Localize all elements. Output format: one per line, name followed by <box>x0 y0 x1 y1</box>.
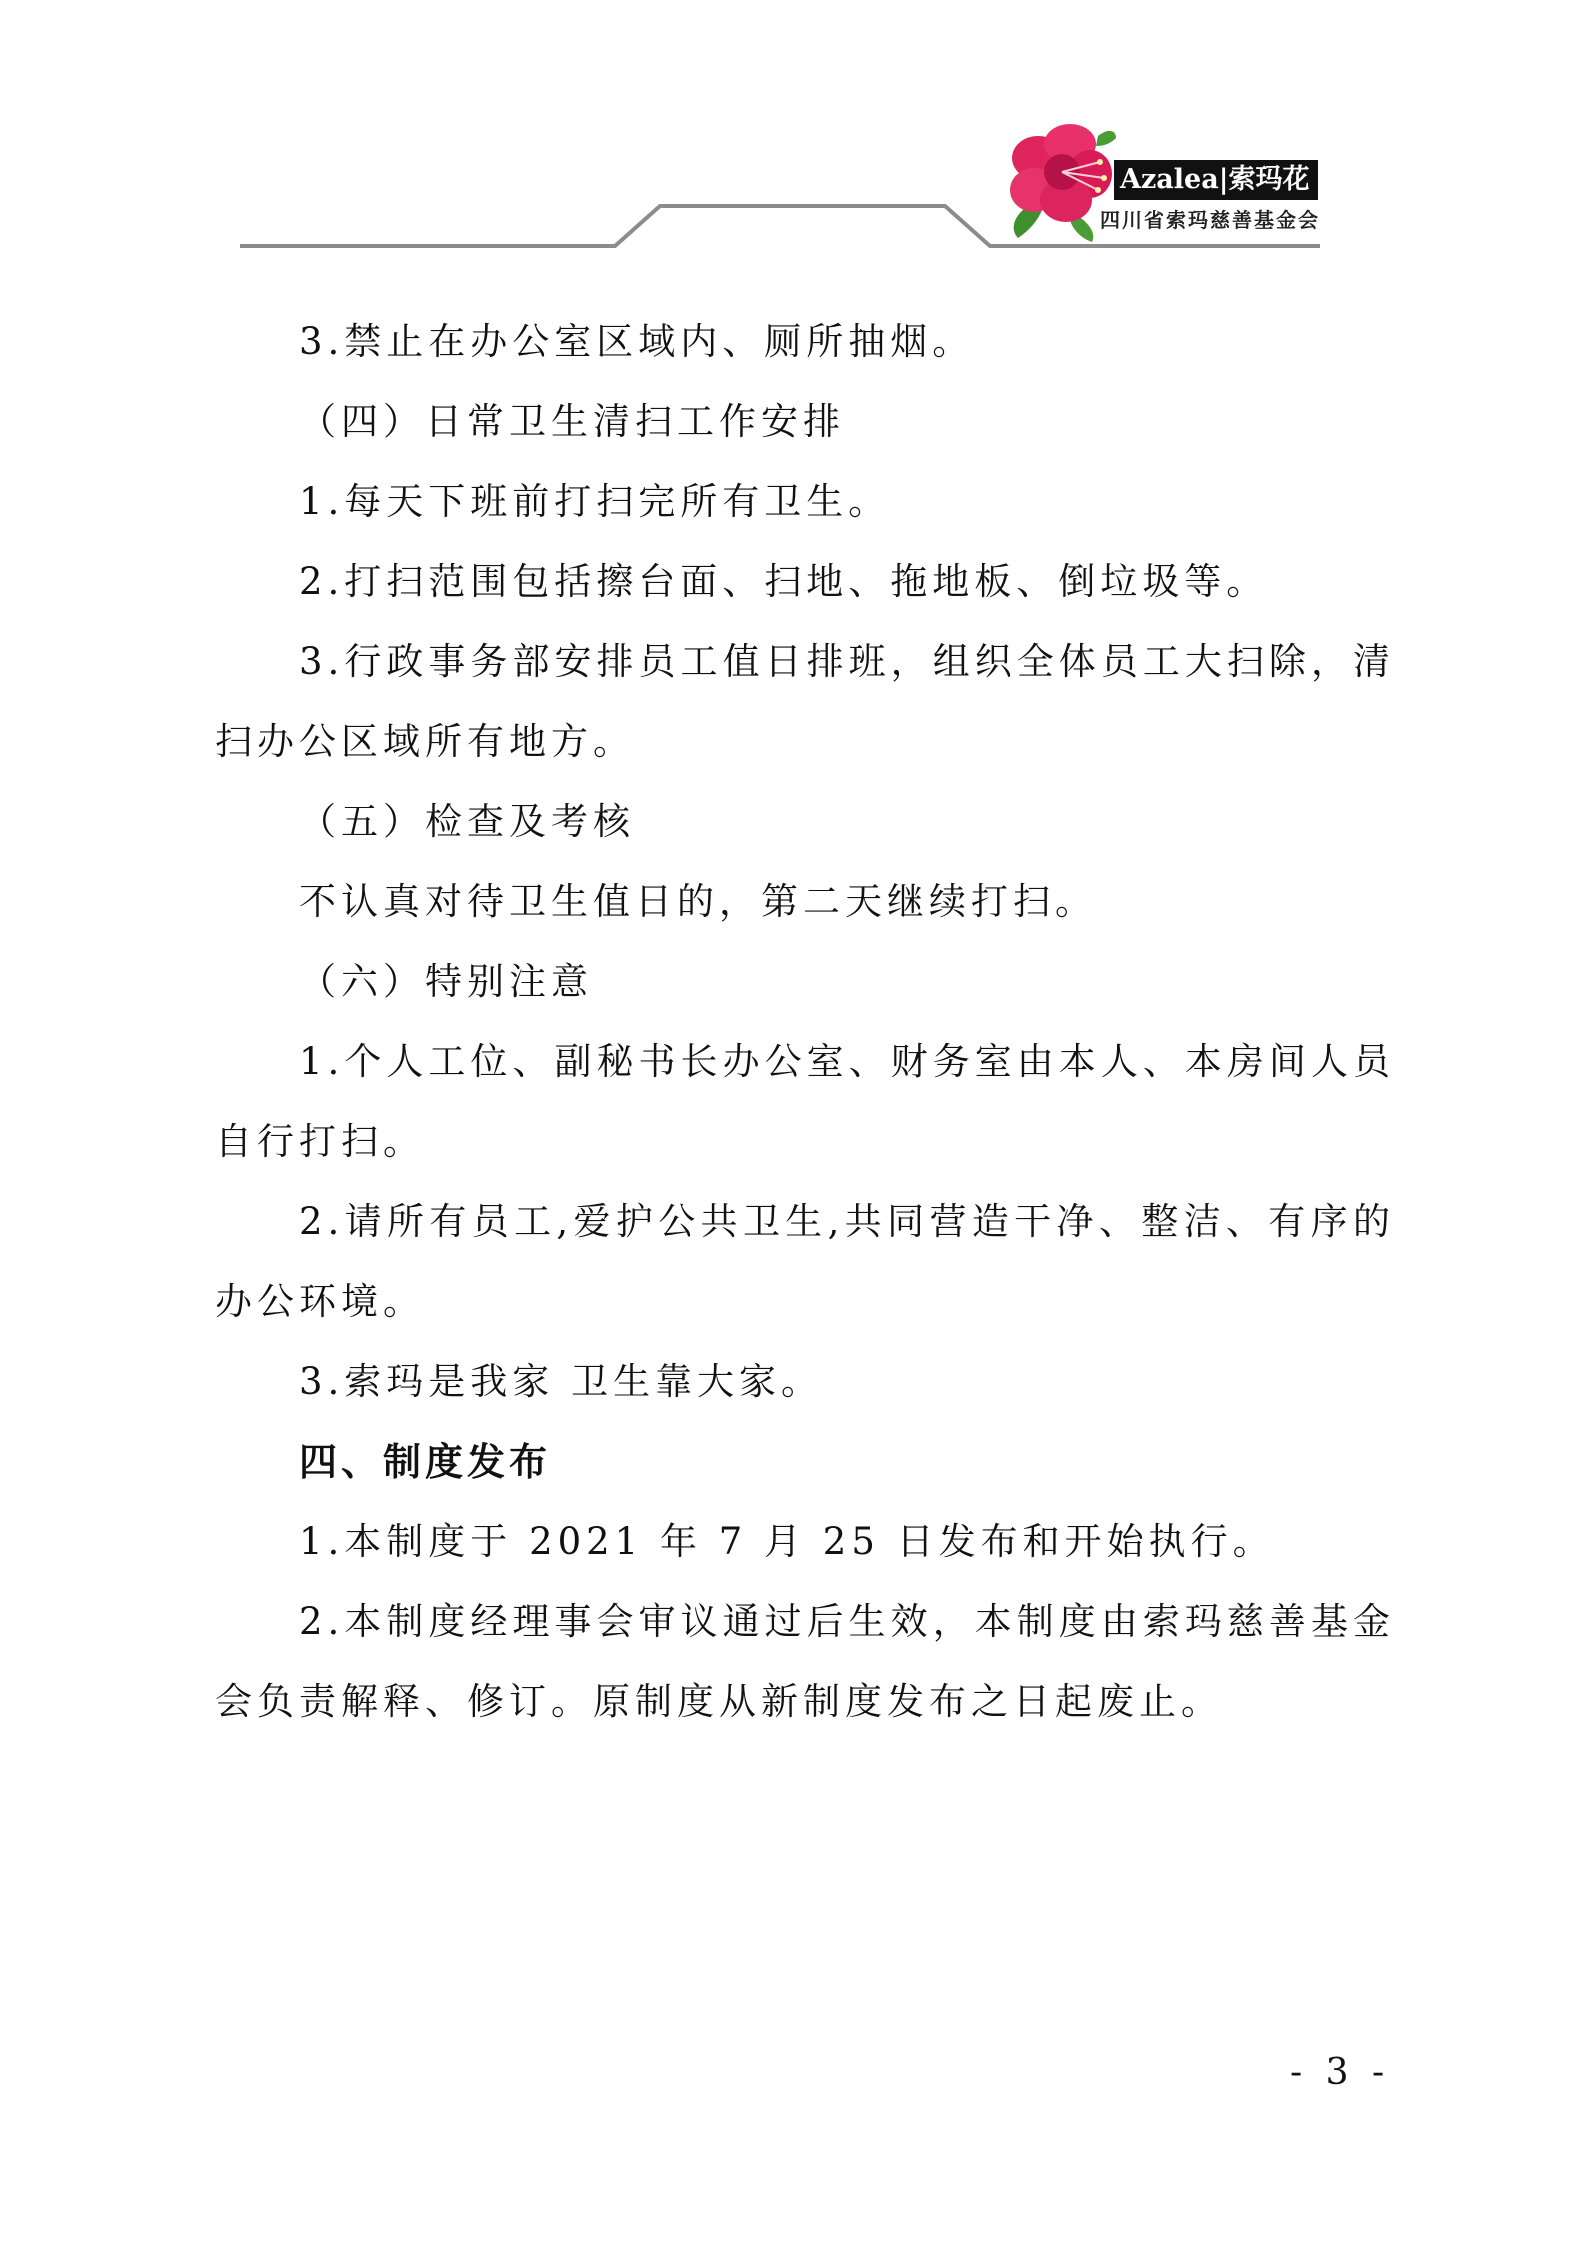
logo-title: Azalea|索玛花 <box>1114 160 1318 200</box>
foundation-logo <box>1008 118 1328 248</box>
paragraph: 1.个人工位、副秘书长办公室、财务室由本人、本房间人员自行打扫。 <box>215 1040 1395 1163</box>
paragraph: 3.行政事务部安排员工值日排班，组织全体员工大扫除，清扫办公区域所有地方。 <box>215 640 1395 763</box>
paragraph: 3.索玛是我家 卫生靠大家。 <box>299 1360 824 1403</box>
section-heading: （四）日常卫生清扫工作安排 <box>299 400 845 443</box>
paragraph: 不认真对待卫生值日的，第二天继续打扫。 <box>299 880 1097 923</box>
section-heading: （五）检查及考核 <box>299 800 635 843</box>
paragraph: 2.本制度经理事会审议通过后生效，本制度由索玛慈善基金会负责解释、修订。原制度从新制度发布之日起废止。 <box>215 1600 1395 1723</box>
logo-subtitle: 四川省索玛慈善基金会 <box>1100 208 1320 232</box>
paragraph: 2.请所有员工,爱护公共卫生,共同营造干净、整洁、有序的办公环境。 <box>215 1200 1395 1323</box>
header-divider-line <box>0 0 1587 260</box>
chapter-heading: 四、制度发布 <box>299 1440 552 1484</box>
document-body <box>215 302 1395 1742</box>
page-header <box>0 0 1587 260</box>
paragraph: 2.打扫范围包括擦台面、扫地、拖地板、倒垃圾等。 <box>299 560 1269 603</box>
page-number: - 3 - <box>1290 2052 1391 2093</box>
section-heading: （六）特别注意 <box>299 960 593 1003</box>
paragraph: 1.每天下班前打扫完所有卫生。 <box>299 480 891 523</box>
paragraph: 1.本制度于 2021 年 7 月 25 日发布和开始执行。 <box>299 1520 1275 1563</box>
paragraph: 3.禁止在办公室区域内、厕所抽烟。 <box>299 320 975 363</box>
